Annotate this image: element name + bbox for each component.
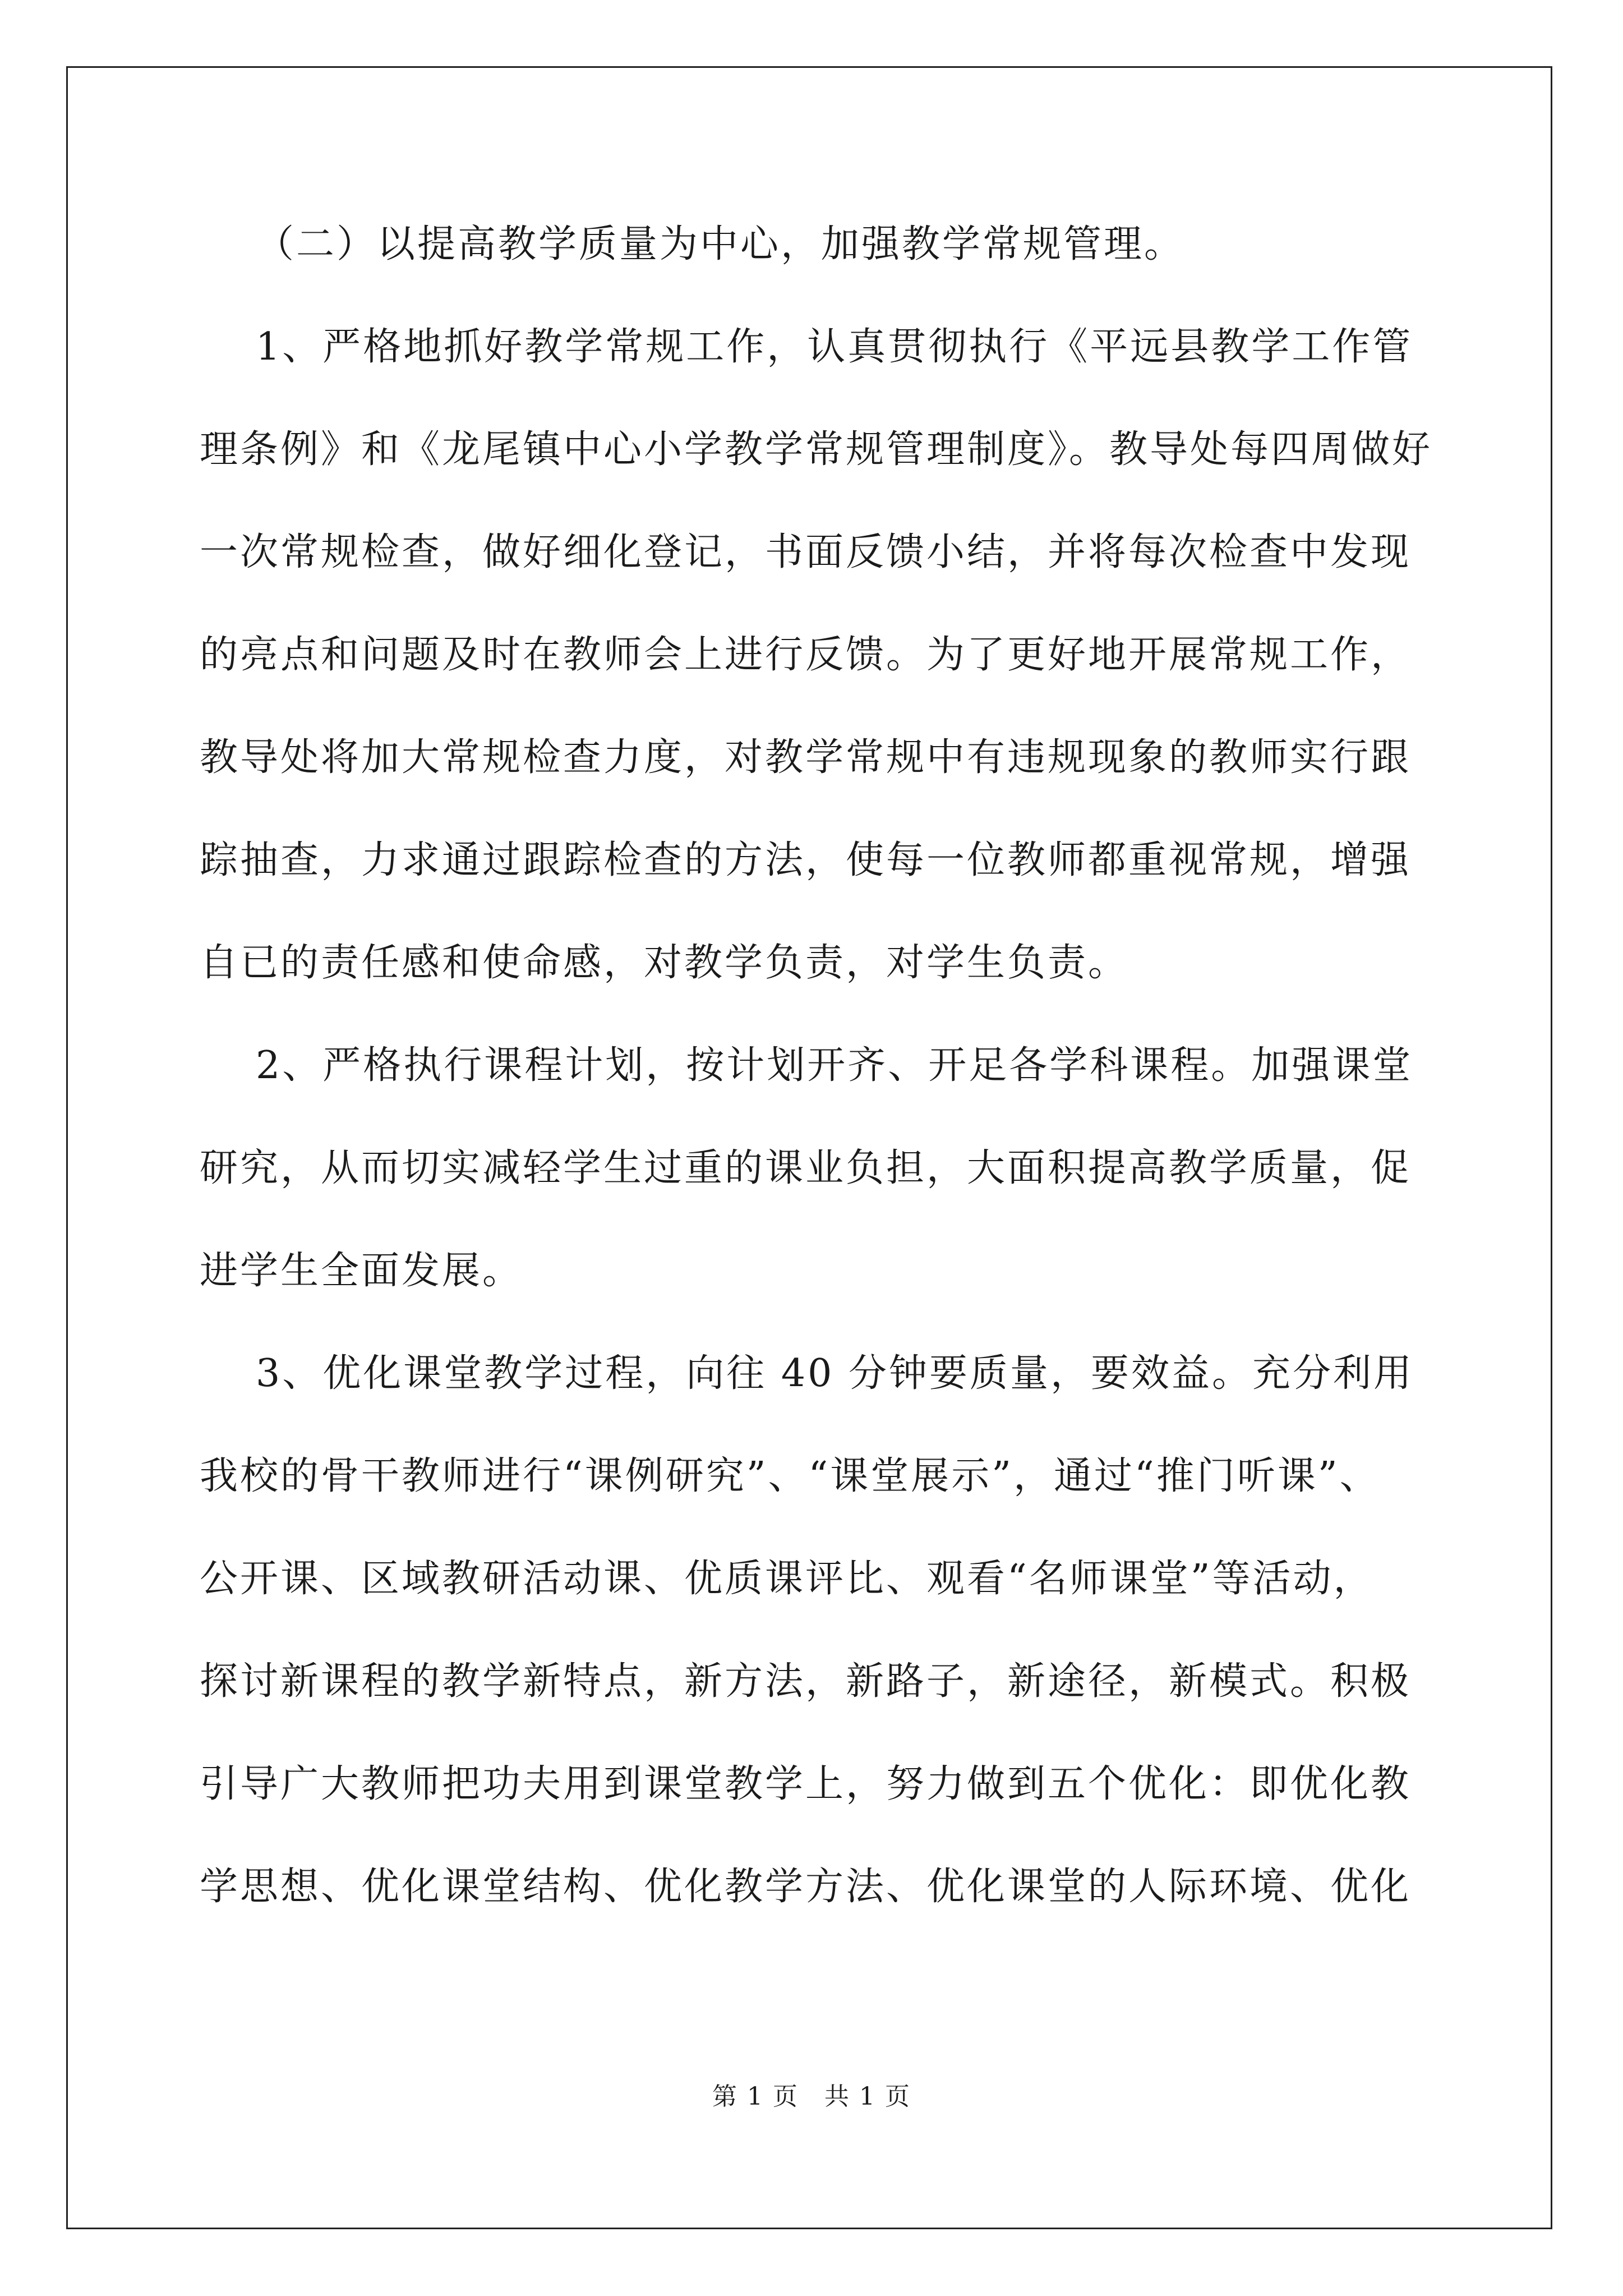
paragraph-line: 研究，从而切实减轻学生过重的课业负担，大面积提高教学质量，促 (200, 1146, 1412, 1190)
paragraph-line: 1、严格地抓好教学常规工作，认真贯彻执行《平远县教学工作管 (256, 325, 1413, 369)
paragraph-line: 3、优化课堂教学过程，向往 40 分钟要质量，要效益。充分利用 (256, 1351, 1414, 1396)
paragraph-line: 理条例》和《龙尾镇中心小学教学常规管理制度》。教导处每四周做好 (200, 427, 1433, 472)
paragraph-line: 学思想、优化课堂结构、优化教学方法、优化课堂的人际环境、优化 (200, 1865, 1412, 1909)
paragraph-line: 探讨新课程的教学新特点，新方法，新路子，新途径，新模式。积极 (200, 1659, 1412, 1704)
paragraph-line: 我校的骨干教师进行“课例研究”、“课堂展示”，通过“推门听课”、 (200, 1454, 1380, 1498)
paragraph-line: 自已的责任感和使命感，对教学负责，对学生负责。 (200, 941, 1129, 985)
paragraph-line: 公开课、区域教研活动课、优质课评比、观看“名师课堂”等活动， (200, 1557, 1374, 1601)
page-footer: 第 1 页 共 1 页 (712, 2082, 911, 2111)
paragraph-line: 引导广大教师把功夫用到课堂教学上，努力做到五个优化：即优化教 (200, 1762, 1412, 1806)
paragraph-line: 的亮点和问题及时在教师会上进行反馈。为了更好地开展常规工作， (200, 633, 1412, 677)
paragraph-line: （二）以提高教学质量为中心，加强教学常规管理。 (256, 222, 1185, 266)
paragraph-line: 2、严格执行课程计划，按计划开齐、开足各学科课程。加强课堂 (256, 1043, 1413, 1088)
paragraph-line: 一次常规检查，做好细化登记，书面反馈小结，并将每次检查中发现 (200, 530, 1412, 574)
paragraph-line: 进学生全面发展。 (200, 1249, 523, 1293)
paragraph-line: 教导处将加大常规检查力度，对教学常规中有违规现象的教师实行跟 (200, 735, 1412, 780)
paragraph-line: 踪抽查，力求通过跟踪检查的方法，使每一位教师都重视常规，增强 (200, 838, 1412, 882)
